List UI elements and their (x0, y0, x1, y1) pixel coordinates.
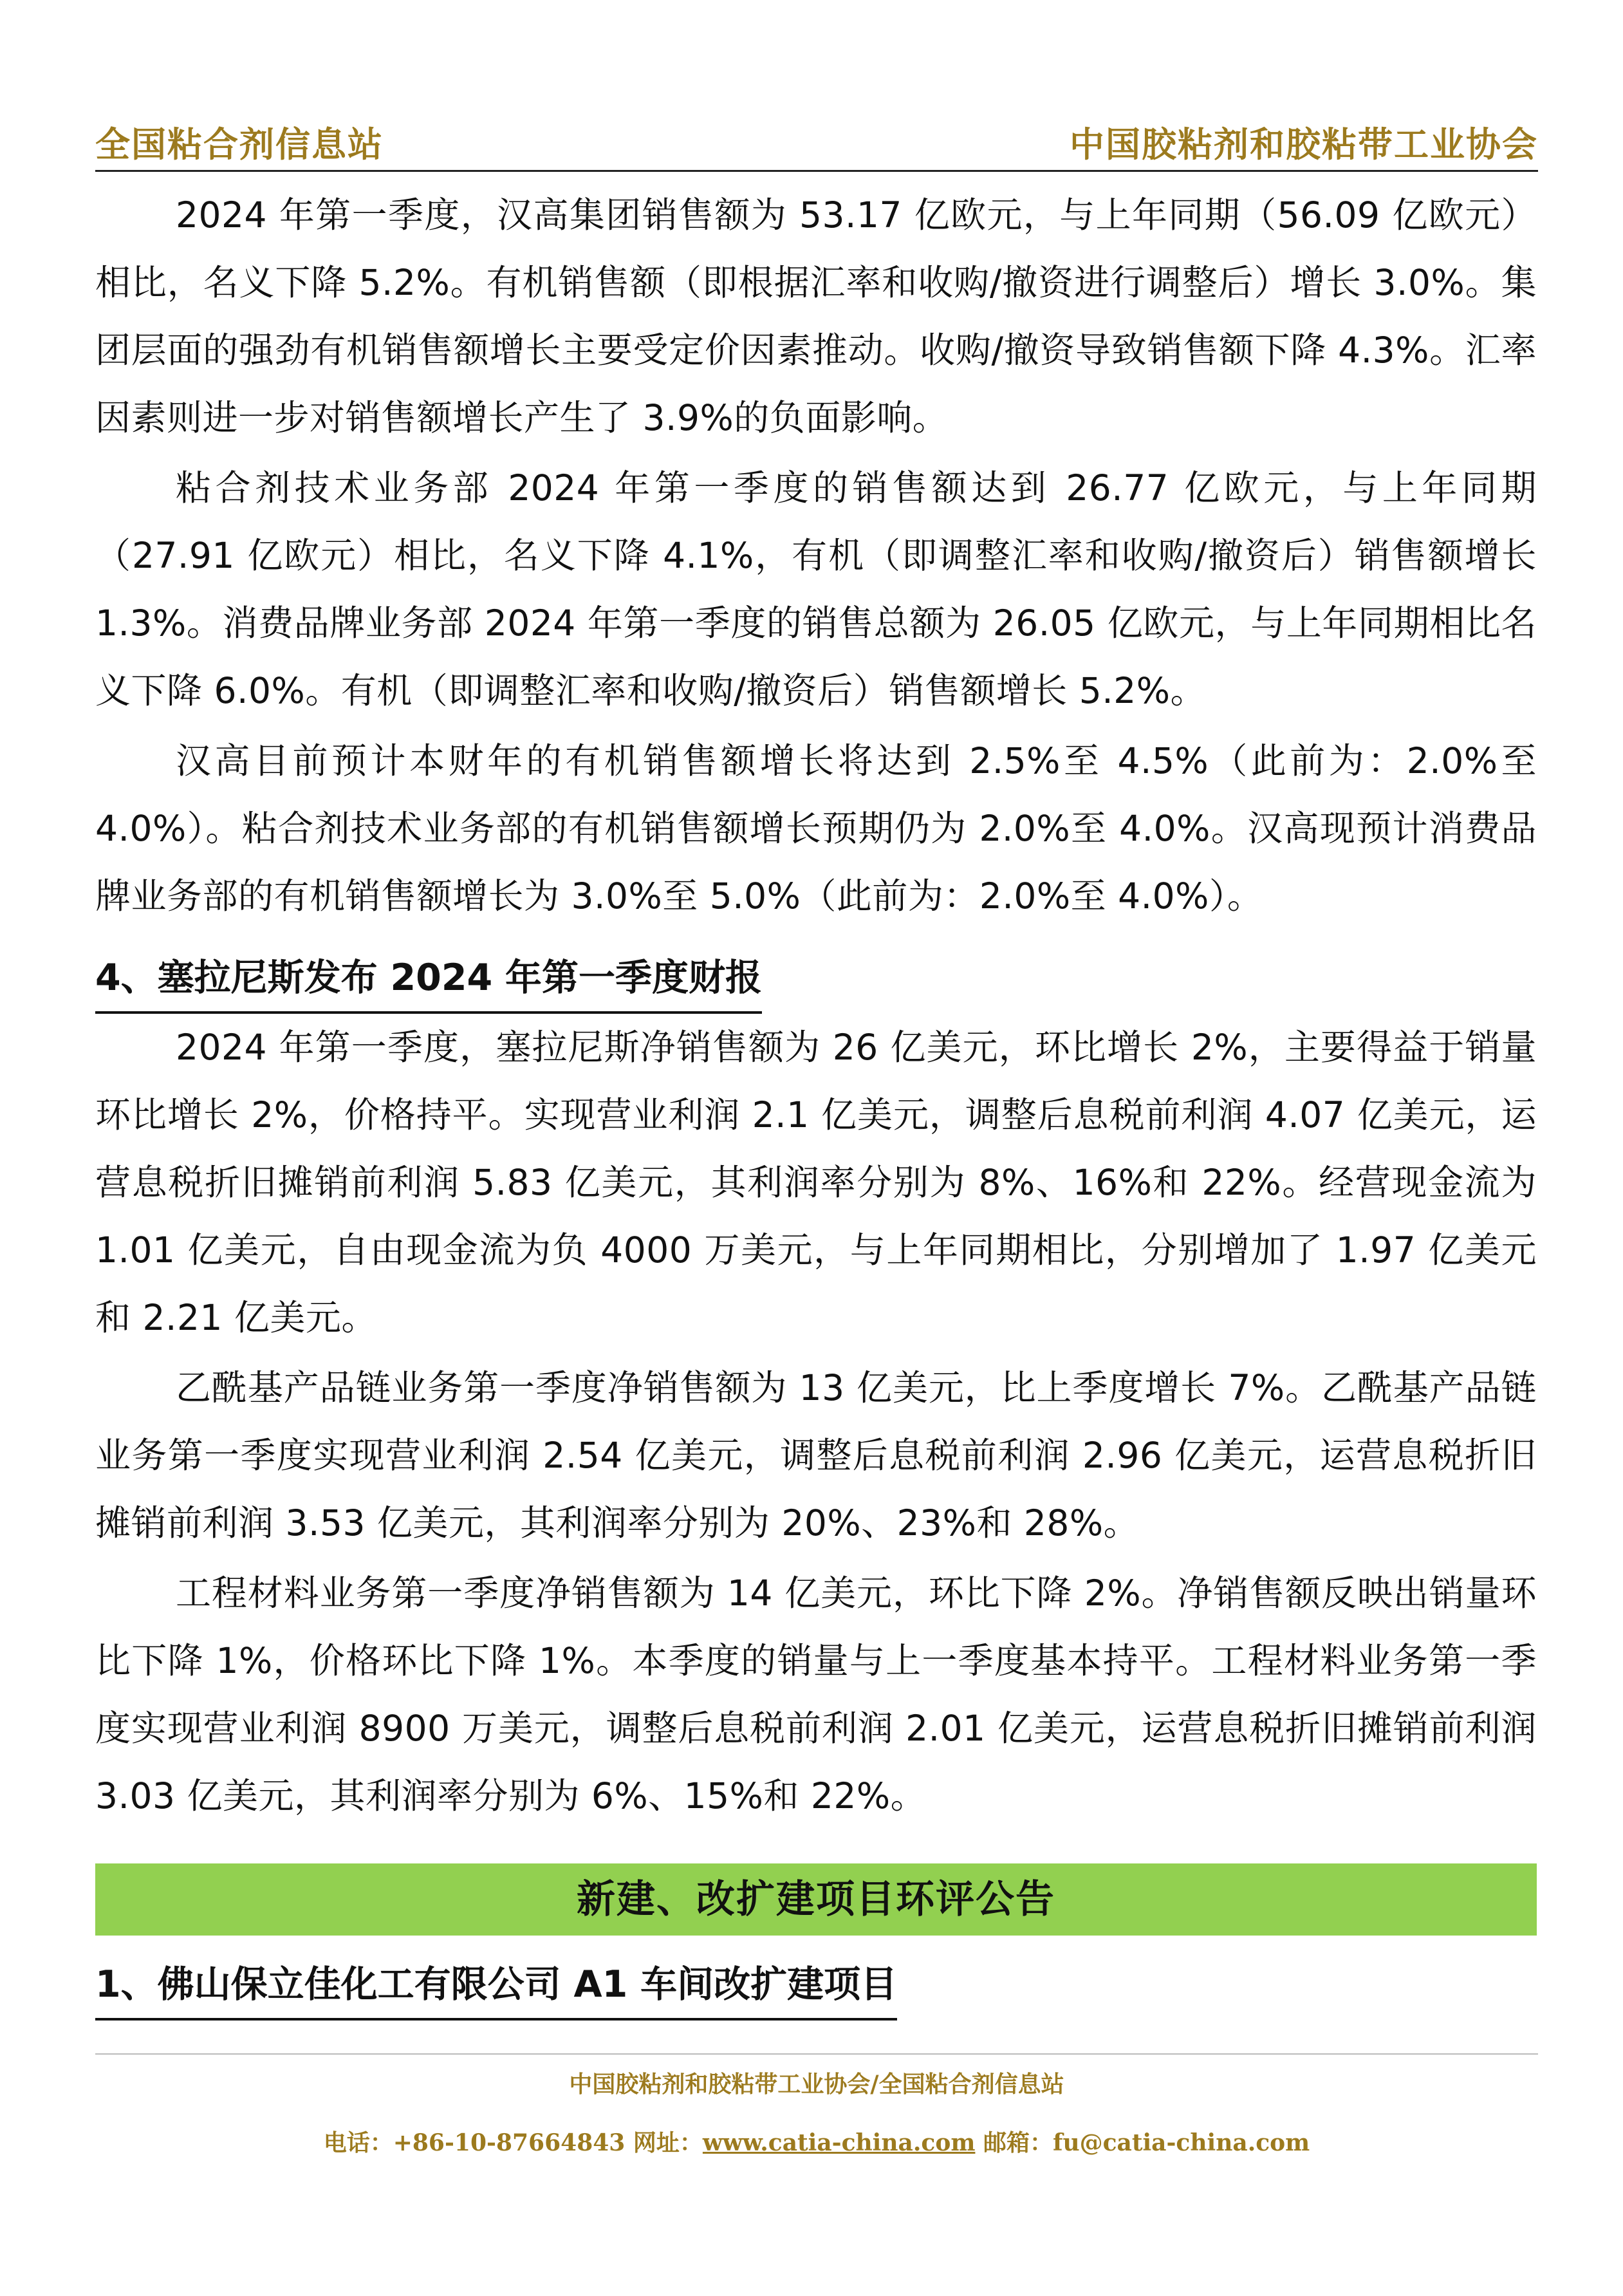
section-banner-eia: 新建、改扩建项目环评公告 (95, 1863, 1537, 1936)
paragraph-acetyl-chain: 乙酰基产品链业务第一季度净销售额为 13 亿美元，比上季度增长 7%。乙酰基产品链业务第一季度实现营业利润 2.54 亿美元，调整后息税前利润 2.96 亿美元，运营息税折旧摊销前利润 3.53 亿美元，其利润率分别为 20%、23%和 28%。 (95, 1367, 1537, 1544)
header-site-name: 全国粘合剂信息站 (95, 124, 384, 165)
paragraph-henkel-q1-sales: 2024 年第一季度，汉高集团销售额为 53.17 亿欧元，与上年同期（56.09 亿欧元）相比，名义下降 5.2%。有机销售额（即根据汇率和收购/撤资进行调整后）增长 3.0%。集团层面的强劲有机销售额增长主要受定价因素推动。收购/撤资导致销售额下降 4.3%。汇率因素则进一步对销售额增长产生了 3.9%的负面影响。 (95, 194, 1537, 438)
paragraph-engineered-materials: 工程材料业务第一季度净销售额为 14 亿美元，环比下降 2%。净销售额反映出销量环比下降 1%，价格环比下降 1%。本季度的销量与上一季度基本持平。工程材料业务第一季度实现营业利润 8900 万美元，调整后息税前利润 2.01 亿美元，运营息税折旧摊销前利润 3.03 亿美元，其利润率分别为 6%、15%和 22%。 (95, 1573, 1537, 1816)
article-body (95, 182, 1537, 2021)
section-title-celanese: 4、塞拉尼斯发布 2024 年第一季度财报 (95, 946, 762, 1014)
paragraph-adhesive-technologies: 粘合剂技术业务部 2024 年第一季度的销售额达到 26.77 亿欧元，与上年同期（27.91 亿欧元）相比，名义下降 4.1%，有机（即调整汇率和收购/撤资后）销售额增长 1.3%。消费品牌业务部 2024 年第一季度的销售总额为 26.05 亿欧元，与上年同期相比名义下降 6.0%。有机（即调整汇率和收购/撤资后）销售额增长 5.2%。 (95, 467, 1537, 711)
paragraph-celanese-q1: 2024 年第一季度，塞拉尼斯净销售额为 26 亿美元，环比增长 2%，主要得益于销量环比增长 2%，价格持平。实现营业利润 2.1 亿美元，调整后息税前利润 4.07 亿美元，运营息税折旧摊销前利润 5.83 亿美元，其利润率分别为 8%、16%和 22%。经营现金流为 1.01 亿美元，自由现金流为负 4000 万美元，与上年同期相比，分别增加了 1.97 亿美元和 2.21 亿美元。 (95, 1027, 1537, 1338)
footer-phone: 电话：+86-10-87664843 网址： (323, 2129, 703, 2156)
footer-contact (95, 2125, 1538, 2158)
page-footer (95, 2053, 1538, 2158)
footer-email: 邮箱：fu@catia-china.com (975, 2129, 1310, 2156)
footer-website-link[interactable]: www.catia-china.com (702, 2129, 976, 2156)
footer-organization: 中国胶粘剂和胶粘带工业协会/全国粘合剂信息站 (569, 2071, 1064, 2098)
paragraph-henkel-outlook: 汉高目前预计本财年的有机销售额增长将达到 2.5%至 4.5%（此前为：2.0%至 4.0%）。粘合剂技术业务部的有机销售额增长预期仍为 2.0%至 4.0%。汉高现预计消费品牌业务部的有机销售额增长为 3.0%至 5.0%（此前为：2.0%至 4.0%）。 (95, 740, 1537, 917)
header-association-name: 中国胶粘剂和胶粘带工业协会 (1070, 124, 1538, 165)
section-title-foshan-project: 1、佛山保立佳化工有限公司 A1 车间改扩建项目 (95, 1952, 897, 2021)
page-header (95, 111, 1538, 172)
